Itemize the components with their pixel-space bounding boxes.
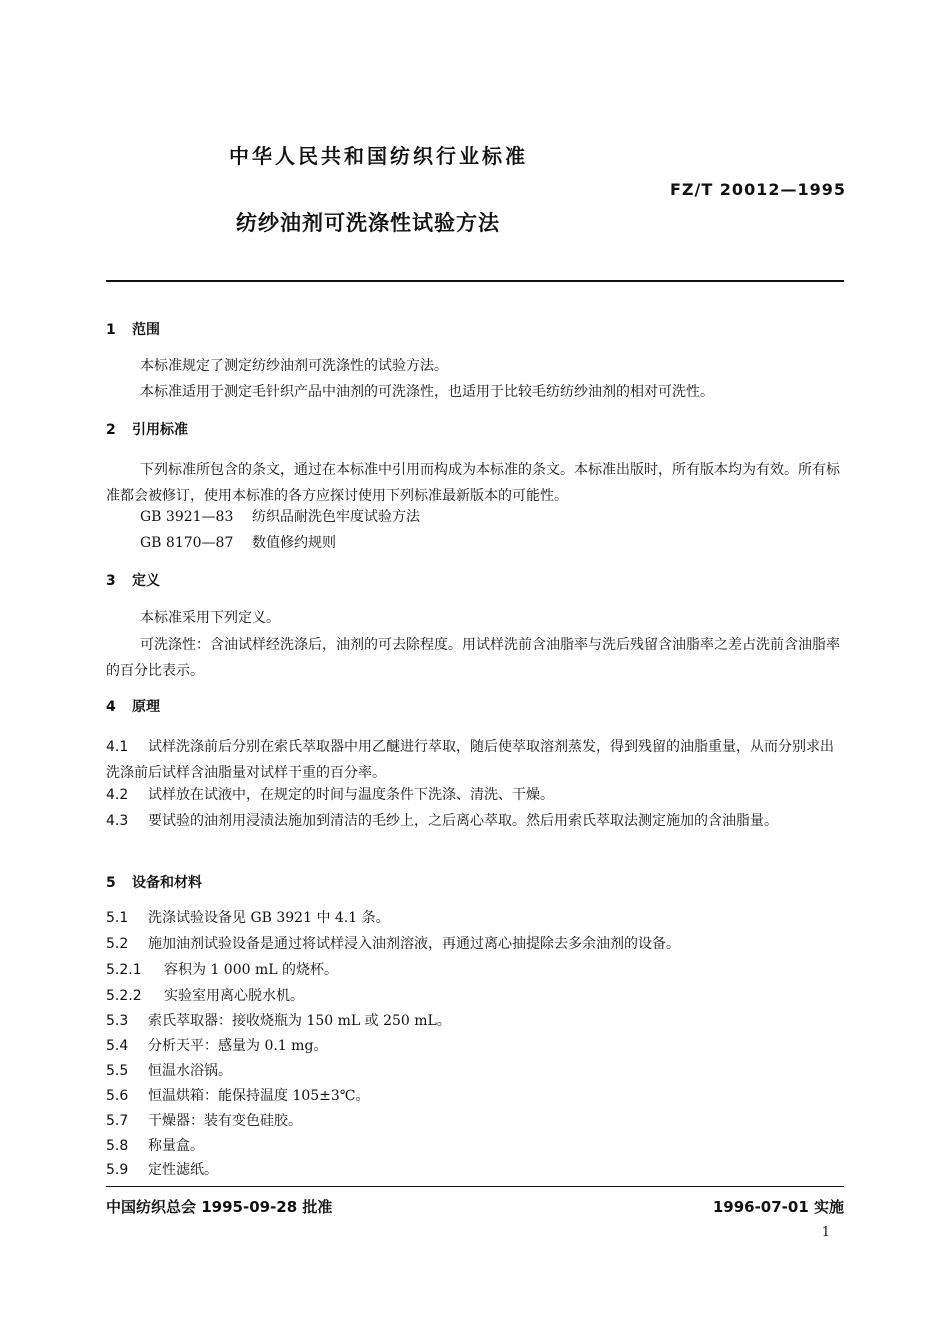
- section-2-paragraph-1: 下列标准所包含的条文，通过在本标准中引用而构成为本标准的条文。本标准出版时，所有版本均为有效。所有标准都会被修订，使用本标准的各方应探讨使用下列标准最新版本的可能性。: [106, 462, 840, 504]
- clause-5-9: [106, 1160, 218, 1180]
- approval-statement: 中国纺织总会 1995-09-28 批准: [106, 1198, 333, 1216]
- header-divider: [106, 280, 844, 282]
- footer-divider: [106, 1186, 844, 1187]
- clause-text: 试样放在试液中，在规定的时间与温度条件下洗涤、清洗、干燥。: [148, 787, 554, 803]
- clause-text: 索氏萃取器：接收烧瓶为 150 mL 或 250 mL。: [148, 1013, 451, 1029]
- clause-number: 5.8: [106, 1138, 129, 1154]
- section-title: 定义: [132, 573, 160, 589]
- clause-text: 恒温水浴锅。: [148, 1063, 232, 1079]
- clause-5-1: [106, 908, 390, 928]
- clause-5-2-2: [106, 986, 304, 1006]
- document-title: 纺纱油剂可洗涤性试验方法: [236, 211, 500, 235]
- page-number: 1: [821, 1225, 830, 1240]
- clause-5-2-1: [106, 960, 338, 980]
- reference-name: 纺织品耐洗色牢度试验方法: [252, 509, 420, 525]
- section-1-heading: [106, 319, 160, 339]
- clause-4-1: [106, 734, 844, 786]
- issuing-organization: 中华人民共和国纺织行业标准: [229, 144, 528, 168]
- clause-number: 5.2.1: [106, 962, 142, 978]
- clause-text: 称量盒。: [148, 1138, 204, 1154]
- section-number: 1: [106, 322, 116, 338]
- section-number: 4: [106, 699, 116, 715]
- clause-number: 5.5: [106, 1063, 129, 1079]
- section-1-paragraph-2: 本标准适用于测定毛针织产品中油剂的可洗涤性，也适用于比较毛纺纺纱油剂的相对可洗性。: [140, 384, 714, 400]
- clause-text: 施加油剂试验设备是通过将试样浸入油剂溶液，再通过离心抽提除去多余油剂的设备。: [148, 936, 680, 952]
- section-3-heading: [106, 570, 160, 590]
- standard-number: FZ/T 20012—1995: [669, 180, 846, 199]
- clause-text: 分析天平：感量为 0.1 mg。: [148, 1038, 328, 1054]
- clause-text: 洗涤试验设备见 GB 3921 中 4.1 条。: [148, 910, 390, 926]
- reference-item: [140, 507, 420, 527]
- clause-text: 恒温烘箱：能保持温度 105±3℃。: [148, 1088, 370, 1104]
- section-5-heading: [106, 872, 202, 892]
- section-title: 原理: [132, 699, 160, 715]
- clause-text: 干燥器：装有变色硅胶。: [148, 1113, 302, 1129]
- clause-number: 5.2: [106, 936, 129, 952]
- clause-number: 5.7: [106, 1113, 129, 1129]
- reference-item: [140, 533, 336, 553]
- clause-5-6: [106, 1086, 369, 1106]
- clause-number: 4.3: [106, 813, 129, 829]
- reference-name: 数值修约规则: [252, 535, 336, 551]
- clause-text: 容积为 1 000 mL 的烧杯。: [164, 962, 339, 978]
- clause-5-3: [106, 1011, 451, 1031]
- clause-number: 5.9: [106, 1162, 129, 1178]
- clause-number: 5.2.2: [106, 988, 142, 1004]
- clause-text: 定性滤纸。: [148, 1162, 218, 1178]
- effective-date: 1996-07-01 实施: [712, 1198, 844, 1216]
- clause-number: 5.3: [106, 1013, 129, 1029]
- clause-5-4: [106, 1036, 327, 1056]
- reference-code: GB 8170—87: [140, 535, 234, 551]
- reference-code: GB 3921—83: [140, 509, 234, 525]
- section-title: 范围: [132, 322, 160, 338]
- clause-number: 5.1: [106, 910, 129, 926]
- clause-text: 实验室用离心脱水机。: [164, 988, 304, 1004]
- clause-5-8: [106, 1136, 204, 1156]
- section-3-definition: 可洗涤性：含油试样经洗涤后，油剂的可去除程度。用试样洗前含油脂率与洗后残留含油脂率之差占洗前含油脂率的百分比表示。: [106, 637, 840, 679]
- section-1-paragraph-1: 本标准规定了测定纺纱油剂可洗涤性的试验方法。: [140, 358, 448, 374]
- clause-number: 5.4: [106, 1038, 129, 1054]
- section-number: 5: [106, 875, 116, 891]
- section-3-paragraph-1: 本标准采用下列定义。: [140, 610, 280, 626]
- section-number: 3: [106, 573, 116, 589]
- section-4-heading: [106, 696, 160, 716]
- clause-number: 5.6: [106, 1088, 129, 1104]
- clause-5-2: [106, 934, 680, 954]
- clause-text: 要试验的油剂用浸渍法施加到清洁的毛纱上，之后离心萃取。然后用索氏萃取法测定施加的含油脂量。: [148, 813, 778, 829]
- clause-5-5: [106, 1061, 232, 1081]
- section-title: 引用标准: [132, 422, 188, 438]
- section-2-heading: [106, 419, 188, 439]
- clause-text: 试样洗涤前后分别在索氏萃取器中用乙醚进行萃取，随后使萃取溶剂蒸发，得到残留的油脂重量，从而分别求出洗涤前后试样含油脂量对试样干重的百分率。: [106, 739, 834, 781]
- clause-number: 4.1: [106, 739, 129, 755]
- section-title: 设备和材料: [132, 875, 202, 891]
- clause-4-3: [106, 808, 844, 834]
- section-number: 2: [106, 422, 116, 438]
- clause-4-2: [106, 785, 554, 805]
- clause-number: 4.2: [106, 787, 129, 803]
- clause-5-7: [106, 1111, 302, 1131]
